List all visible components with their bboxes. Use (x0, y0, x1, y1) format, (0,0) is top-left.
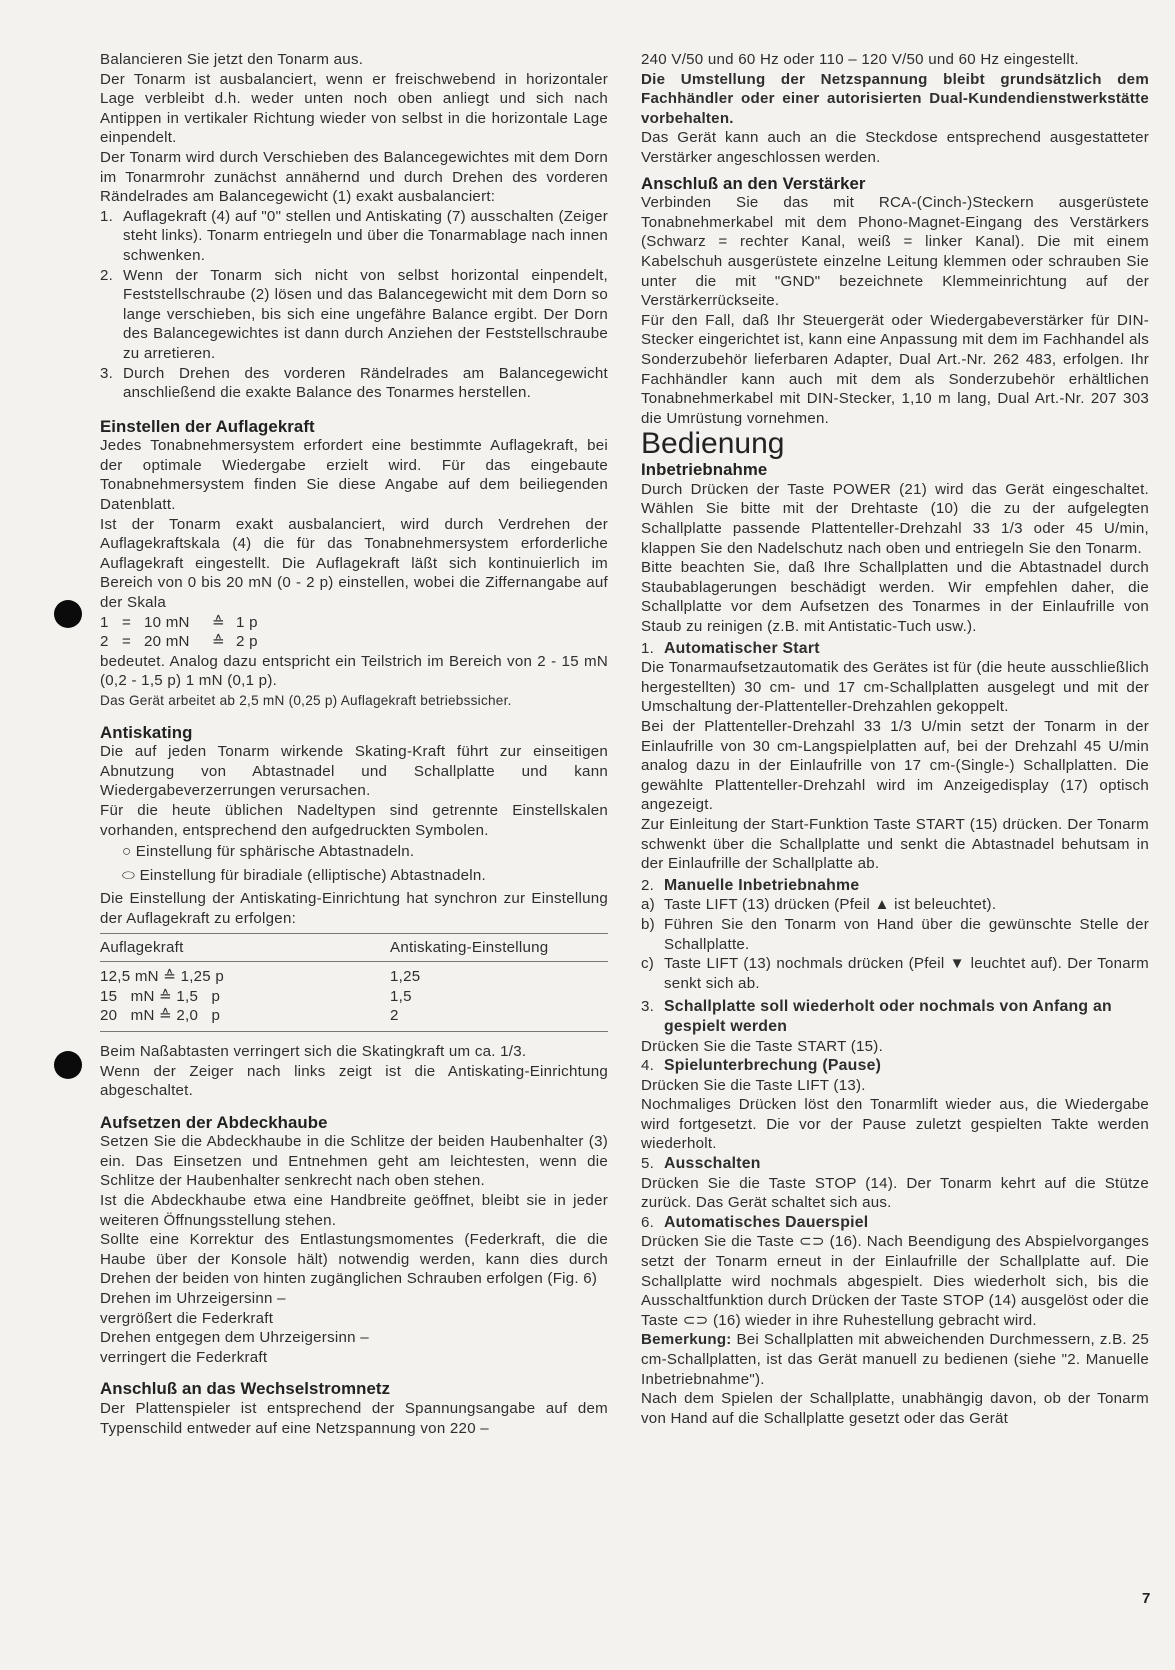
s1-paragraph-2: Bei der Plattenteller-Drehzahl 33 1/3 U/min setzt der Tonarm in der Einlaufrille von 30 cm-Langspielplatten auf, bei der Drehzahl 45 U/min analog dazu in der Einlaufrille von 17 cm-(Single-) Schallplatten. Die gewählte Plattenteller-Drehzahl wird im Anzeigedisplay (17) optisch angezeigt. (641, 718, 1149, 814)
table-row (100, 987, 608, 1007)
haube-line: Drehen entgegen dem Uhrzeigersinn – (100, 1329, 369, 1347)
item-letter: a) (641, 896, 655, 914)
section-number: 4. (641, 1057, 655, 1075)
bemerkung-text: Bei Schallplatten mit abweichenden Durchmessern, z.B. 25 cm-Schallplatten, ist das Gerät manuell zu bedienen (siehe "2. Manuelle Inbetriebnahme"). (641, 1331, 1149, 1388)
item-letter: c) (641, 955, 655, 973)
anti-paragraph-3: Die Einstellung der Antiskating-Einrichtung hat synchron zur Einstellung der Auflagekraft zu erfolgen: (100, 890, 608, 927)
netz-paragraph-4: Das Gerät kann auch an die Steckdose entsprechend ausgestatteter Verstärker angeschlossen werden. (641, 129, 1149, 166)
step-text: Wenn der Tonarm sich nicht von selbst horizontal einpendelt, Feststellschraube (2) lösen und das Balancegewicht mit dem Dorn so lange verschieben, bis sich eine ungefähre Balance ergibt. Der Dorn des Balancegewichtes ist dann durch Anziehen der Feststellschraube zu arretieren. (123, 266, 608, 362)
punch-hole-top (54, 600, 82, 628)
netz-paragraph-1: Der Plattenspieler ist entsprechend der Spannungsangabe auf dem Typenschild entweder auf eine Netzspannung von 220 – (100, 1400, 608, 1437)
s4-paragraph-2: Nochmaliges Drücken löst den Tonarmlift wieder aus, die Wiedergabe wird fortgesetzt. Die vor der Pause zuletzt gespielten Takte werden wiederholt. (641, 1096, 1149, 1153)
s4-paragraph-1: Drücken Sie die Taste LIFT (13). (641, 1076, 866, 1094)
balance-step (100, 364, 608, 403)
section-title: Automatisches Dauerspiel (664, 1213, 869, 1231)
heading-verstaerker: Anschluß an den Verstärker (641, 173, 866, 193)
auflage-paragraph-2: Ist der Tonarm exakt ausbalanciert, wird durch Verdrehen der Auflagekraftskala (4) die für das Tonabnehmersystem erforderliche Auflagekraft eingestellt. Die Auflagekraft läßt sich kontinuierlich im Bereich von 0 bis 20 mN (0 - 2 p) einstellen, wobei die Ziffernangabe auf der Skala (100, 515, 608, 612)
section-title: Schallplatte soll wiederholt oder nochmals von Anfang an gespielt werden (664, 998, 1112, 1035)
anti-paragraph-2: Für die heute üblichen Nadeltypen sind getrennte Einstellskalen vorhanden, entsprechend den aufgedruckten Symbolen. (100, 801, 608, 839)
heading-wechselstromnetz: Anschluß an das Wechselstromnetz (100, 1379, 391, 1399)
haube-paragraph-3: Sollte eine Korrektur des Entlastungsmomentes (Federkraft, die die Haube über der Konsole hält) notwendig werden, kann dies durch Drehen der beiden von hinten zugänglichen Schrauben erfolgen (Fig. 6) (100, 1231, 608, 1288)
balance-step (100, 266, 608, 364)
eq-equals: = (122, 613, 132, 631)
item-letter: b) (641, 915, 655, 933)
table-header: Antiskating-Einstellung (390, 933, 608, 962)
balance-step (100, 207, 608, 266)
s5-paragraph: Drücken Sie die Taste STOP (14). Der Tonarm kehrt auf die Stütze zurück. Das Gerät schaltet sich aus. (641, 1174, 1149, 1212)
anti-symbol-elliptical: ⬭ Einstellung für biradiale (elliptische) Abtastnadeln. (122, 866, 486, 884)
auflage-paragraph-1: Jedes Tonabnehmersystem erfordert eine bestimmte Auflagekraft, bei der optimale Wiedergabe erzielt wird. Für das eingebaute Tonabnehmersystem finden Sie diese Angabe auf dem beiliegenden Datenblatt. (100, 437, 608, 514)
s6-paragraph: Drücken Sie die Taste ⊂⊃ (16). Nach Beendigung des Abspielvorganges setzt der Tonarm erneut in der Einlaufrille der Schallplatte auf. Die Schallplatte wird nochmals abgespielt. Dies wiederholt sich, bis die Ausschaltfunktion durch Drücken der Taste STOP (14) ausgelöst oder die Taste ⊂⊃ (16) wieder in ihre Ruhestellung gebracht wird. (641, 1233, 1149, 1329)
eq-mn: 20 mN (144, 633, 190, 651)
table-cell: 2 (390, 1006, 608, 1031)
equation-row (100, 632, 608, 652)
haube-paragraph-2: Ist die Abdeckhaube etwa eine Handbreite geöffnet, bleibt sie in jeder weiteren Öffnungsstellung stehen. (100, 1192, 608, 1229)
eq-p: 1 p (236, 613, 258, 631)
step-text: Auflagekraft (4) auf "0" stellen und Antiskating (7) ausschalten (Zeiger steht links). Tonarm entriegeln und über die Tonarmablage nach innen schwenken. (123, 207, 608, 264)
heading-auflagekraft: Einstellen der Auflagekraft (100, 416, 315, 436)
eq-corresponds: ≙ (212, 613, 225, 631)
list-item (641, 954, 1149, 993)
intro-paragraph-weight: Der Tonarm wird durch Verschieben des Balancegewichtes mit dem Dorn im Tonarmrohr zunächst annähernd und durch Drehen des vorderen Rändelrades am Balancegewicht (1) exakt ausbalanciert: (100, 148, 608, 206)
bemerkung-label: Bemerkung: (641, 1331, 732, 1349)
section-heading (641, 876, 1149, 896)
step-number: 2. (100, 266, 114, 284)
heading-inbetriebnahme: Inbetriebnahme (641, 460, 768, 480)
eq-digit: 1 (100, 613, 109, 631)
right-column (641, 50, 1149, 1428)
table-cell: 12,5 mN ≙ 1,25 p (100, 968, 225, 986)
item-text: Taste LIFT (13) drücken (Pfeil ▲ ist beleuchtet). (664, 896, 997, 914)
anti-symbol-spherical: ○ Einstellung für sphärische Abtastnadeln. (122, 843, 415, 861)
left-column (100, 50, 608, 1438)
section-heading (641, 1056, 1149, 1076)
s1-paragraph-3: Zur Einleitung der Start-Funktion Taste START (15) drücken. Der Tonarm schwenkt über die Schallplatte und senkt die Abtastnadel behutsam in der Einlaufrille der Schallplatte ab. (641, 815, 1149, 873)
item-text: Taste LIFT (13) nochmals drücken (Pfeil ▼ leuchtet auf). Der Tonarm senkt sich ab. (664, 955, 1149, 992)
netz-paragraph-3: Die Umstellung der Netzspannung bleibt grundsätzlich dem Fachhändler oder einer autorisierten Dual-Kundendienstwerkstätte vorbehalten. (641, 70, 1149, 127)
eq-equals: = (122, 633, 132, 651)
step-number: 1. (100, 207, 114, 225)
intro-paragraph-balance: Der Tonarm ist ausbalanciert, wenn er freischwebend in horizontaler Lage verbleibt d.h. weder unten noch oben anliegt und sich nach Antippen in vertikaler Richtung wieder von selbst in die horizontale Lage einpendelt. (100, 70, 608, 147)
section-number: 1. (641, 639, 655, 657)
punch-hole-bottom (54, 1051, 82, 1079)
section-number: 3. (641, 998, 655, 1016)
section-title: Spielunterbrechung (Pause) (664, 1057, 882, 1075)
haube-paragraph-1: Setzen Sie die Abdeckhaube in die Schlitze der beiden Haubenhalter (3) ein. Das Einsetzen und Entnehmen geht am leichtesten, wenn die Schlitze der Haubenhalter senkrecht nach oben stehen. (100, 1133, 608, 1190)
eq-p: 2 p (236, 633, 258, 651)
section-number: 5. (641, 1155, 655, 1173)
netz-paragraph-2: 240 V/50 und 60 Hz oder 110 – 120 V/50 und 60 Hz eingestellt. (641, 51, 1079, 68)
intro-line: Balancieren Sie jetzt den Tonarm aus. (100, 51, 364, 68)
eq-mn: 10 mN (144, 613, 190, 631)
s3-paragraph: Drücken Sie die Taste START (15). (641, 1037, 884, 1055)
section-heading (641, 1154, 1149, 1174)
table-row (100, 962, 608, 987)
section-title: Manuelle Inbetriebnahme (664, 876, 860, 894)
table-cell: 1,5 (390, 987, 412, 1005)
auflage-note: Das Gerät arbeitet ab 2,5 mN (0,25 p) Auflagekraft betriebssicher. (100, 693, 512, 708)
section-heading (641, 1213, 1149, 1233)
section-number: 6. (641, 1213, 655, 1231)
heading-antiskating: Antiskating (100, 722, 193, 742)
eq-corresponds: ≙ (212, 633, 225, 651)
haube-line: vergrößert die Federkraft (100, 1309, 274, 1327)
equation-row (100, 613, 608, 633)
item-text: Führen Sie den Tonarm von Hand über die gewünschte Stelle der Schallplatte. (664, 915, 1149, 953)
eq-digit: 2 (100, 633, 109, 651)
haube-line: verringert die Federkraft (100, 1348, 268, 1366)
table-cell: 1,25 (390, 968, 421, 986)
heading-abdeckhaube: Aufsetzen der Abdeckhaube (100, 1112, 328, 1132)
closing-paragraph: Nach dem Spielen der Schallplatte, unabhängig davon, ob der Tonarm von Hand auf die Schallplatte gesetzt oder das Gerät (641, 1390, 1149, 1427)
antiskating-table (100, 933, 608, 1032)
bemerkung-paragraph (641, 1330, 1149, 1389)
inb-paragraph-1: Durch Drücken der Taste POWER (21) wird das Gerät eingeschaltet. Wählen Sie bitte mit der Drehtaste (10) die zu der aufgelegten Schallplatte passende Plattenteller-Drehzahl 33 1/3 oder 45 U/min, klappen Sie den Nadelschutz nach oben und entriegeln Sie den Tonarm. (641, 480, 1149, 557)
section-number: 2. (641, 876, 655, 894)
anti-paragraph-4: Beim Naßabtasten verringert sich die Skatingkraft um ca. 1/3. (100, 1042, 527, 1060)
verst-paragraph-2: Für den Fall, daß Ihr Steuergerät oder Wiedergabeverstärker für DIN-Stecker eingerichtet ist, kann eine Anpassung mit dem im Fachhandel als Sonderzubehör lieferbaren Adapter, Dual Art.-Nr. 262 483, erfolgen. Ihr Fachhändler kann auch mit dem als Sonderzubehör erhältlichen Tonabnehmerkabel mit DIN-Stecker, 1,10 m lang, Dual Art.-Nr. 207 303 die Umrüstung vornehmen. (641, 311, 1149, 427)
table-header: Auflagekraft (100, 933, 390, 962)
verst-paragraph-1: Verbinden Sie das mit RCA-(Cinch-)Steckern ausgerüstete Tonabnehmerkabel mit dem Phono-Magnet-Eingang des Verstärkers (Schwarz = rechter Kanal, weiß = linker Kanal). Die mit einem Kabelschuh ausgerüstete einzelne Leitung klemmen oder schrauben Sie unter die mit "GND" bezeichnete Klemmeinrichtung auf der Verstärkerrückseite. (641, 194, 1149, 310)
anti-paragraph-1: Die auf jeden Tonarm wirkende Skating-Kraft führt zur einseitigen Abnutzung von Abtastnadel und Schallplatte und kann Wiedergabeverzerrungen verursachen. (100, 743, 608, 800)
page-number: 7 (1142, 1590, 1151, 1607)
anti-paragraph-5: Wenn der Zeiger nach links zeigt ist die Antiskating-Einrichtung abgeschaltet. (100, 1062, 608, 1100)
haube-line: Drehen im Uhrzeigersinn – (100, 1290, 286, 1308)
table-cell: 20 mN ≙ 2,0 p (100, 1006, 390, 1031)
list-item (641, 895, 1149, 915)
heading-bedienung: Bedienung (641, 427, 785, 461)
auflage-paragraph-3: bedeutet. Analog dazu entspricht ein Teilstrich im Bereich von 2 - 15 mN (0,2 - 1,5 p) 1 mN (0,1 p). (100, 652, 608, 690)
step-number: 3. (100, 364, 114, 382)
section-title: Ausschalten (664, 1155, 761, 1173)
step-text: Durch Drehen des vorderen Rändelrades am Balancegewicht anschließend die exakte Balance des Tonarmes herstellen. (123, 364, 608, 402)
section-heading (641, 997, 1149, 1036)
section-heading (641, 639, 1149, 659)
s1-paragraph-1: Die Tonarmaufsetzautomatik des Gerätes ist für (die heute ausschließlich hergestellten) 30 cm- und 17 cm-Schallplatten ausgelegt und mit der Umschaltung der-Plattenteller-Drehzahlen gekoppelt. (641, 659, 1149, 716)
table-row (100, 1006, 608, 1031)
list-item (641, 915, 1149, 954)
inb-paragraph-2: Bitte beachten Sie, daß Ihre Schallplatten und die Abtastnadel durch Staubablagerungen beschädigt werden. Wir empfehlen daher, die Schallplatte vor dem Aufsetzen des Tonarmes in der Einlaufrille von Staub zu reinigen (z.B. mit Antistatic-Tuch usw.). (641, 559, 1149, 636)
table-cell: 15 mN ≙ 1,5 p (100, 987, 221, 1005)
section-title: Automatischer Start (664, 639, 820, 657)
table-header-row (100, 933, 608, 962)
